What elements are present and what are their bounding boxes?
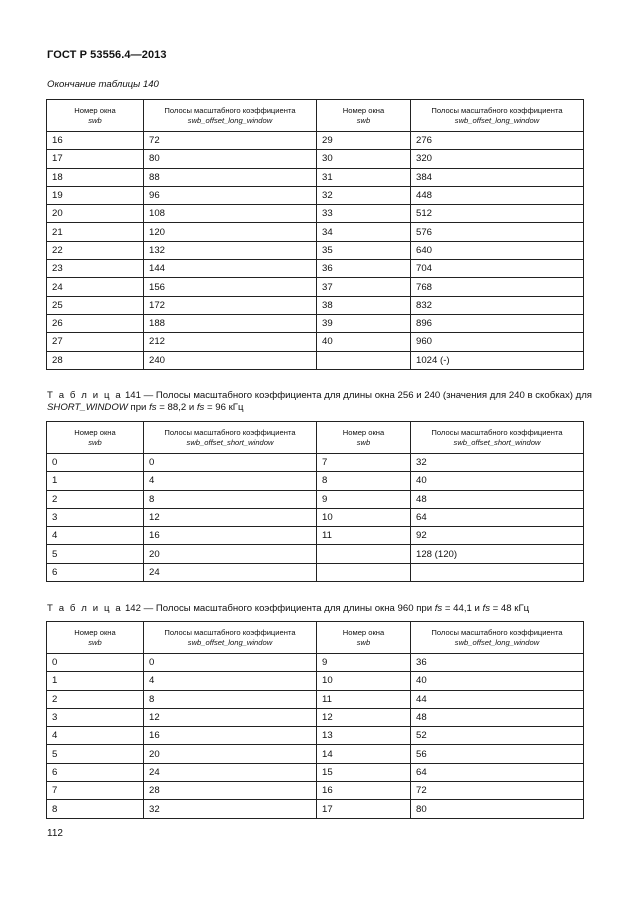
table-row [47, 186, 584, 204]
table-cell: 156 [144, 278, 317, 296]
table-cell: 8 [47, 800, 144, 818]
table-row [47, 333, 584, 351]
table-cell: 12 [144, 708, 317, 726]
table-cell: 20 [47, 205, 144, 223]
header-var: swb_offset_long_window [187, 115, 273, 125]
header-label: Полосы масштабного коэффициента [164, 105, 296, 115]
table-cell: 172 [144, 296, 317, 314]
table-cell: 4 [47, 727, 144, 745]
table-cell: 960 [411, 333, 584, 351]
header-label: Номер окна [342, 427, 385, 437]
table-cell: 10 [317, 672, 411, 690]
table-cell: 832 [411, 296, 584, 314]
table-row [47, 782, 584, 800]
table-cell: 8 [317, 472, 411, 490]
caption-var: fs [196, 402, 205, 413]
table-cell: 24 [144, 563, 317, 581]
header-var: swb_offset_long_window [187, 637, 273, 647]
table-cell: 11 [317, 690, 411, 708]
table-row [47, 745, 584, 763]
table-cell: 12 [144, 508, 317, 526]
table-cell: 0 [47, 654, 144, 672]
table-cell: 12 [317, 708, 411, 726]
header-bands [144, 422, 317, 454]
table-142 [46, 621, 584, 819]
table-cell: 13 [317, 727, 411, 745]
table-140-caption: Окончание таблицы 140 [47, 79, 159, 90]
table-cell: 1 [47, 472, 144, 490]
table-141-caption [47, 390, 630, 414]
table-cell: 10 [317, 508, 411, 526]
table-row [47, 508, 584, 526]
table-cell: 16 [144, 727, 317, 745]
table-row [47, 727, 584, 745]
caption-text: = 96 кГц [204, 402, 244, 413]
table-cell: 384 [411, 168, 584, 186]
table-cell: 64 [411, 508, 584, 526]
header-var: swb [356, 437, 371, 447]
header-label: Номер окна [74, 627, 116, 637]
table-cell: 72 [411, 782, 584, 800]
table-row [47, 278, 584, 296]
table-row [47, 654, 584, 672]
table-row [47, 132, 584, 150]
table-cell [317, 545, 411, 563]
table-cell: 52 [411, 727, 584, 745]
table-cell: 17 [317, 800, 411, 818]
table-cell: 17 [47, 150, 144, 168]
table-cell: 24 [47, 278, 144, 296]
table-cell: 512 [411, 205, 584, 223]
table-cell: 5 [47, 545, 144, 563]
table-cell: 28 [144, 782, 317, 800]
table-row [47, 672, 584, 690]
table-cell: 35 [317, 241, 411, 259]
table-cell: 3 [47, 708, 144, 726]
table-row [47, 314, 584, 332]
table-cell: 32 [144, 800, 317, 818]
table-cell: 18 [47, 168, 144, 186]
table-header-row [47, 100, 584, 132]
table-cell: 9 [317, 654, 411, 672]
table-cell: 14 [317, 745, 411, 763]
header-window-number [317, 100, 411, 132]
table-row [47, 241, 584, 259]
table-header-row [47, 422, 584, 454]
table-cell: 40 [411, 472, 584, 490]
table-140 [46, 99, 584, 370]
caption-text: = 88,2 и [156, 402, 197, 413]
table-row [47, 205, 584, 223]
table-cell: 2 [47, 690, 144, 708]
table-cell: 20 [144, 745, 317, 763]
table-cell: 21 [47, 223, 144, 241]
table-cell: 15 [317, 763, 411, 781]
table-cell: 640 [411, 241, 584, 259]
caption-text: = 44,1 и [442, 603, 483, 614]
table-cell: 6 [47, 563, 144, 581]
table-cell: 27 [47, 333, 144, 351]
table-cell: 276 [411, 132, 584, 150]
table-label: Т а б л и ц а [47, 603, 123, 614]
header-label: Номер окна [74, 427, 116, 437]
table-cell: 240 [144, 351, 317, 369]
table-cell: 26 [47, 314, 144, 332]
table-row [47, 168, 584, 186]
table-cell: 34 [317, 223, 411, 241]
table-cell: 132 [144, 241, 317, 259]
table-cell: 22 [47, 241, 144, 259]
table-row [47, 150, 584, 168]
header-var: swb [88, 115, 102, 125]
header-window-number [47, 100, 144, 132]
table-cell: 38 [317, 296, 411, 314]
header-var: swb_offset_long_window [454, 637, 540, 647]
header-window-number [47, 422, 144, 454]
table-row [47, 454, 584, 472]
table-cell: 30 [317, 150, 411, 168]
table-cell: 31 [317, 168, 411, 186]
header-var: swb_offset_short_window [186, 437, 274, 447]
header-label: Полосы масштабного коэффициента [431, 627, 563, 637]
table-cell: 128 (120) [411, 545, 584, 563]
table-cell: 40 [317, 333, 411, 351]
table-cell: 72 [144, 132, 317, 150]
header-label: Полосы масштабного коэффициента [431, 105, 563, 115]
header-var: swb_offset_long_window [454, 115, 540, 125]
table-cell: 1024 (-) [411, 351, 584, 369]
table-cell: 8 [144, 690, 317, 708]
table-cell: 80 [411, 800, 584, 818]
table-cell: 1 [47, 672, 144, 690]
caption-var: fs [149, 402, 157, 413]
table-cell: 0 [47, 454, 144, 472]
caption-text: = 48 кГц [490, 603, 530, 614]
table-cell: 36 [411, 654, 584, 672]
table-cell: 96 [144, 186, 317, 204]
header-window-number [317, 622, 411, 654]
table-cell: 48 [411, 708, 584, 726]
table-cell: 16 [144, 527, 317, 545]
table-row [47, 472, 584, 490]
table-row [47, 708, 584, 726]
header-bands [144, 622, 317, 654]
table-cell: 44 [411, 690, 584, 708]
table-142-caption [47, 603, 529, 615]
table-cell: 28 [47, 351, 144, 369]
table-number: 141 [124, 390, 141, 401]
table-cell: 19 [47, 186, 144, 204]
table-cell: 29 [317, 132, 411, 150]
table-cell: 4 [47, 527, 144, 545]
header-label: Номер окна [342, 105, 385, 115]
table-cell: 40 [411, 672, 584, 690]
header-label: Номер окна [74, 105, 116, 115]
table-number: 142 [124, 603, 141, 614]
page-number: 112 [47, 828, 63, 839]
table-cell: 120 [144, 223, 317, 241]
table-cell: 56 [411, 745, 584, 763]
header-var: swb [356, 637, 371, 647]
table-row [47, 223, 584, 241]
table-cell [411, 563, 584, 581]
table-header-row [47, 622, 584, 654]
table-cell: 212 [144, 333, 317, 351]
table-cell: 36 [317, 260, 411, 278]
table-cell: 576 [411, 223, 584, 241]
table-cell: 39 [317, 314, 411, 332]
table-cell: 20 [144, 545, 317, 563]
header-window-number [47, 622, 144, 654]
table-cell: 9 [317, 490, 411, 508]
table-cell: 23 [47, 260, 144, 278]
header-bands [411, 100, 584, 132]
table-row [47, 260, 584, 278]
table-row [47, 296, 584, 314]
header-var: swb [88, 437, 102, 447]
table-cell: 8 [144, 490, 317, 508]
table-cell: 7 [47, 782, 144, 800]
table-row [47, 351, 584, 369]
table-cell: 32 [317, 186, 411, 204]
table-row [47, 490, 584, 508]
table-cell: 108 [144, 205, 317, 223]
table-cell: 0 [144, 454, 317, 472]
table-cell: 88 [144, 168, 317, 186]
table-cell [317, 351, 411, 369]
table-cell: 37 [317, 278, 411, 296]
table-cell: 448 [411, 186, 584, 204]
table-cell: 4 [144, 672, 317, 690]
caption-text: — Полосы масштабного коэффициента для длины окна 256 и 240 (значения для 240 в скобках) для [140, 390, 592, 401]
table-label: Т а б л и ц а [47, 390, 123, 401]
table-row [47, 763, 584, 781]
table-cell: 16 [47, 132, 144, 150]
header-bands [411, 622, 584, 654]
table-cell: 16 [317, 782, 411, 800]
table-cell: 2 [47, 490, 144, 508]
table-row [47, 545, 584, 563]
table-cell: 896 [411, 314, 584, 332]
header-label: Номер окна [342, 627, 385, 637]
header-var: swb [356, 115, 371, 125]
table-cell: 5 [47, 745, 144, 763]
table-cell: 64 [411, 763, 584, 781]
caption-text: — Полосы масштабного коэффициента для длины окна 960 при [140, 603, 435, 614]
table-row [47, 527, 584, 545]
table-cell: 92 [411, 527, 584, 545]
table-cell: 25 [47, 296, 144, 314]
table-cell: 48 [411, 490, 584, 508]
table-141 [46, 421, 584, 582]
table-cell: 4 [144, 472, 317, 490]
table-cell: 144 [144, 260, 317, 278]
table-row [47, 690, 584, 708]
table-cell: 768 [411, 278, 584, 296]
header-bands [411, 422, 584, 454]
header-label: Полосы масштабного коэффициента [164, 627, 296, 637]
header-window-number [317, 422, 411, 454]
header-label: Полосы масштабного коэффициента [431, 427, 563, 437]
table-cell: 0 [144, 654, 317, 672]
caption-var: fs [482, 603, 490, 614]
table-cell: 32 [411, 454, 584, 472]
table-cell: 11 [317, 527, 411, 545]
table-cell: 188 [144, 314, 317, 332]
table-cell: 320 [411, 150, 584, 168]
table-row [47, 800, 584, 818]
header-var: swb [88, 637, 102, 647]
header-bands [144, 100, 317, 132]
header-var: swb_offset_short_window [453, 437, 541, 447]
caption-var: fs [434, 603, 443, 614]
caption-text: при [127, 402, 150, 413]
table-cell: 33 [317, 205, 411, 223]
table-cell: 7 [317, 454, 411, 472]
document-header: ГОСТ Р 53556.4—2013 [47, 49, 167, 61]
table-row [47, 563, 584, 581]
table-cell: 3 [47, 508, 144, 526]
caption-var: SHORT_WINDOW [47, 402, 128, 413]
table-cell: 6 [47, 763, 144, 781]
table-cell: 704 [411, 260, 584, 278]
table-cell [317, 563, 411, 581]
table-cell: 24 [144, 763, 317, 781]
table-cell: 80 [144, 150, 317, 168]
header-label: Полосы масштабного коэффициента [164, 427, 296, 437]
